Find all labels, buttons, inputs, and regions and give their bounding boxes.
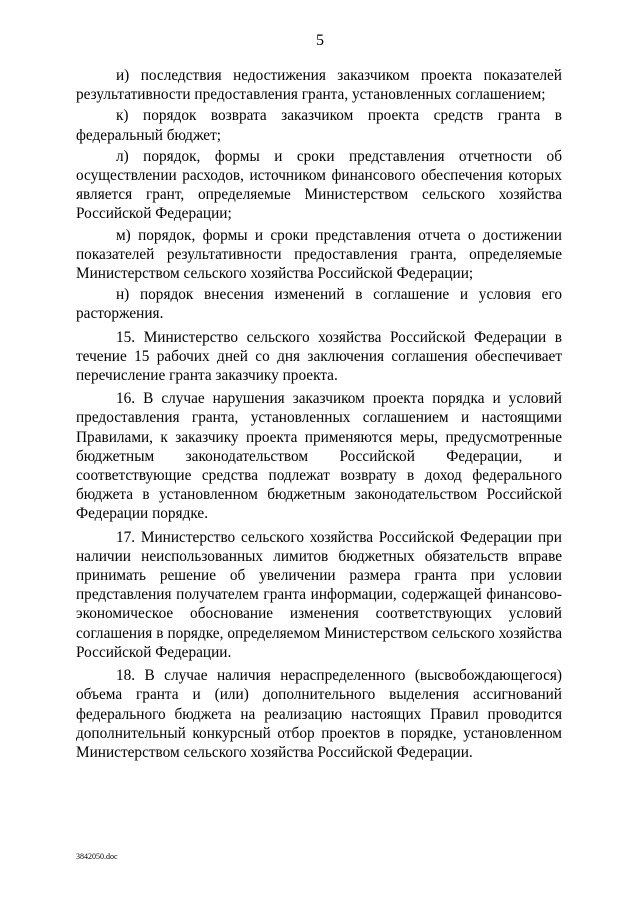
page-number: 5 bbox=[316, 32, 324, 49]
paragraph-item-l: л) порядок, формы и сроки представления отчетности об осуществлении расходов, источником финансового обеспечения которых является грант, определяемые Министерством сельского хозяйства Российской Федерации; bbox=[76, 147, 562, 223]
paragraph-item-m: м) порядок, формы и сроки представления отчета о достижении показателей результативности предоставления гранта, определяемые Министерством сельского хозяйства Российской Федерации; bbox=[76, 226, 562, 283]
footer-doc-id: 3842050.doc bbox=[76, 852, 118, 861]
paragraph-17: 17. Министерство сельского хозяйства Российской Федерации при наличии неиспользованных лимитов бюджетных обязательств вправе принимать решение об увеличении размера гранта при условии представления получателем гранта информации, содержащей финансово-экономическое обоснование изменения соответствующих условий соглашения в порядке, определяемом Министерством сельского хозяйства Российской Федерации. bbox=[76, 528, 562, 661]
paragraph-item-i: и) последствия недостижения заказчиком проекта показателей результативности предоставления гранта, установленных соглашением; bbox=[76, 67, 562, 104]
paragraph-15: 15. Министерство сельского хозяйства Российской Федерации в течение 15 рабочих дней со дня заключения соглашения обеспечивает перечисление гранта заказчику проекта. bbox=[76, 328, 562, 385]
paragraph-item-k: к) порядок возврата заказчиком проекта средств гранта в федеральный бюджет; bbox=[76, 107, 562, 144]
paragraph-item-n: н) порядок внесения изменений в соглашение и условия его расторжения. bbox=[76, 286, 562, 323]
document-body bbox=[76, 66, 562, 764]
paragraph-16: 16. В случае нарушения заказчиком проекта порядка и условий предоставления гранта, установленных соглашением и настоящими Правилами, к заказчику проекта применяются меры, предусмотренные бюджетным законодательством Российской Федерации, и соответствующие средства подлежат возврату в доход федерального бюджета в установленном бюджетным законодательством Российской Федерации порядке. bbox=[76, 390, 562, 523]
paragraph-18: 18. В случае наличия нераспределенного (высвобождающегося) объема гранта и (или) дополнительного выделения ассигнований федерального бюджета на реализацию настоящих Правил проводится дополнительный конкурсный отбор проектов в порядке, установленном Министерством сельского хозяйства Российской Федерации. bbox=[76, 667, 562, 761]
